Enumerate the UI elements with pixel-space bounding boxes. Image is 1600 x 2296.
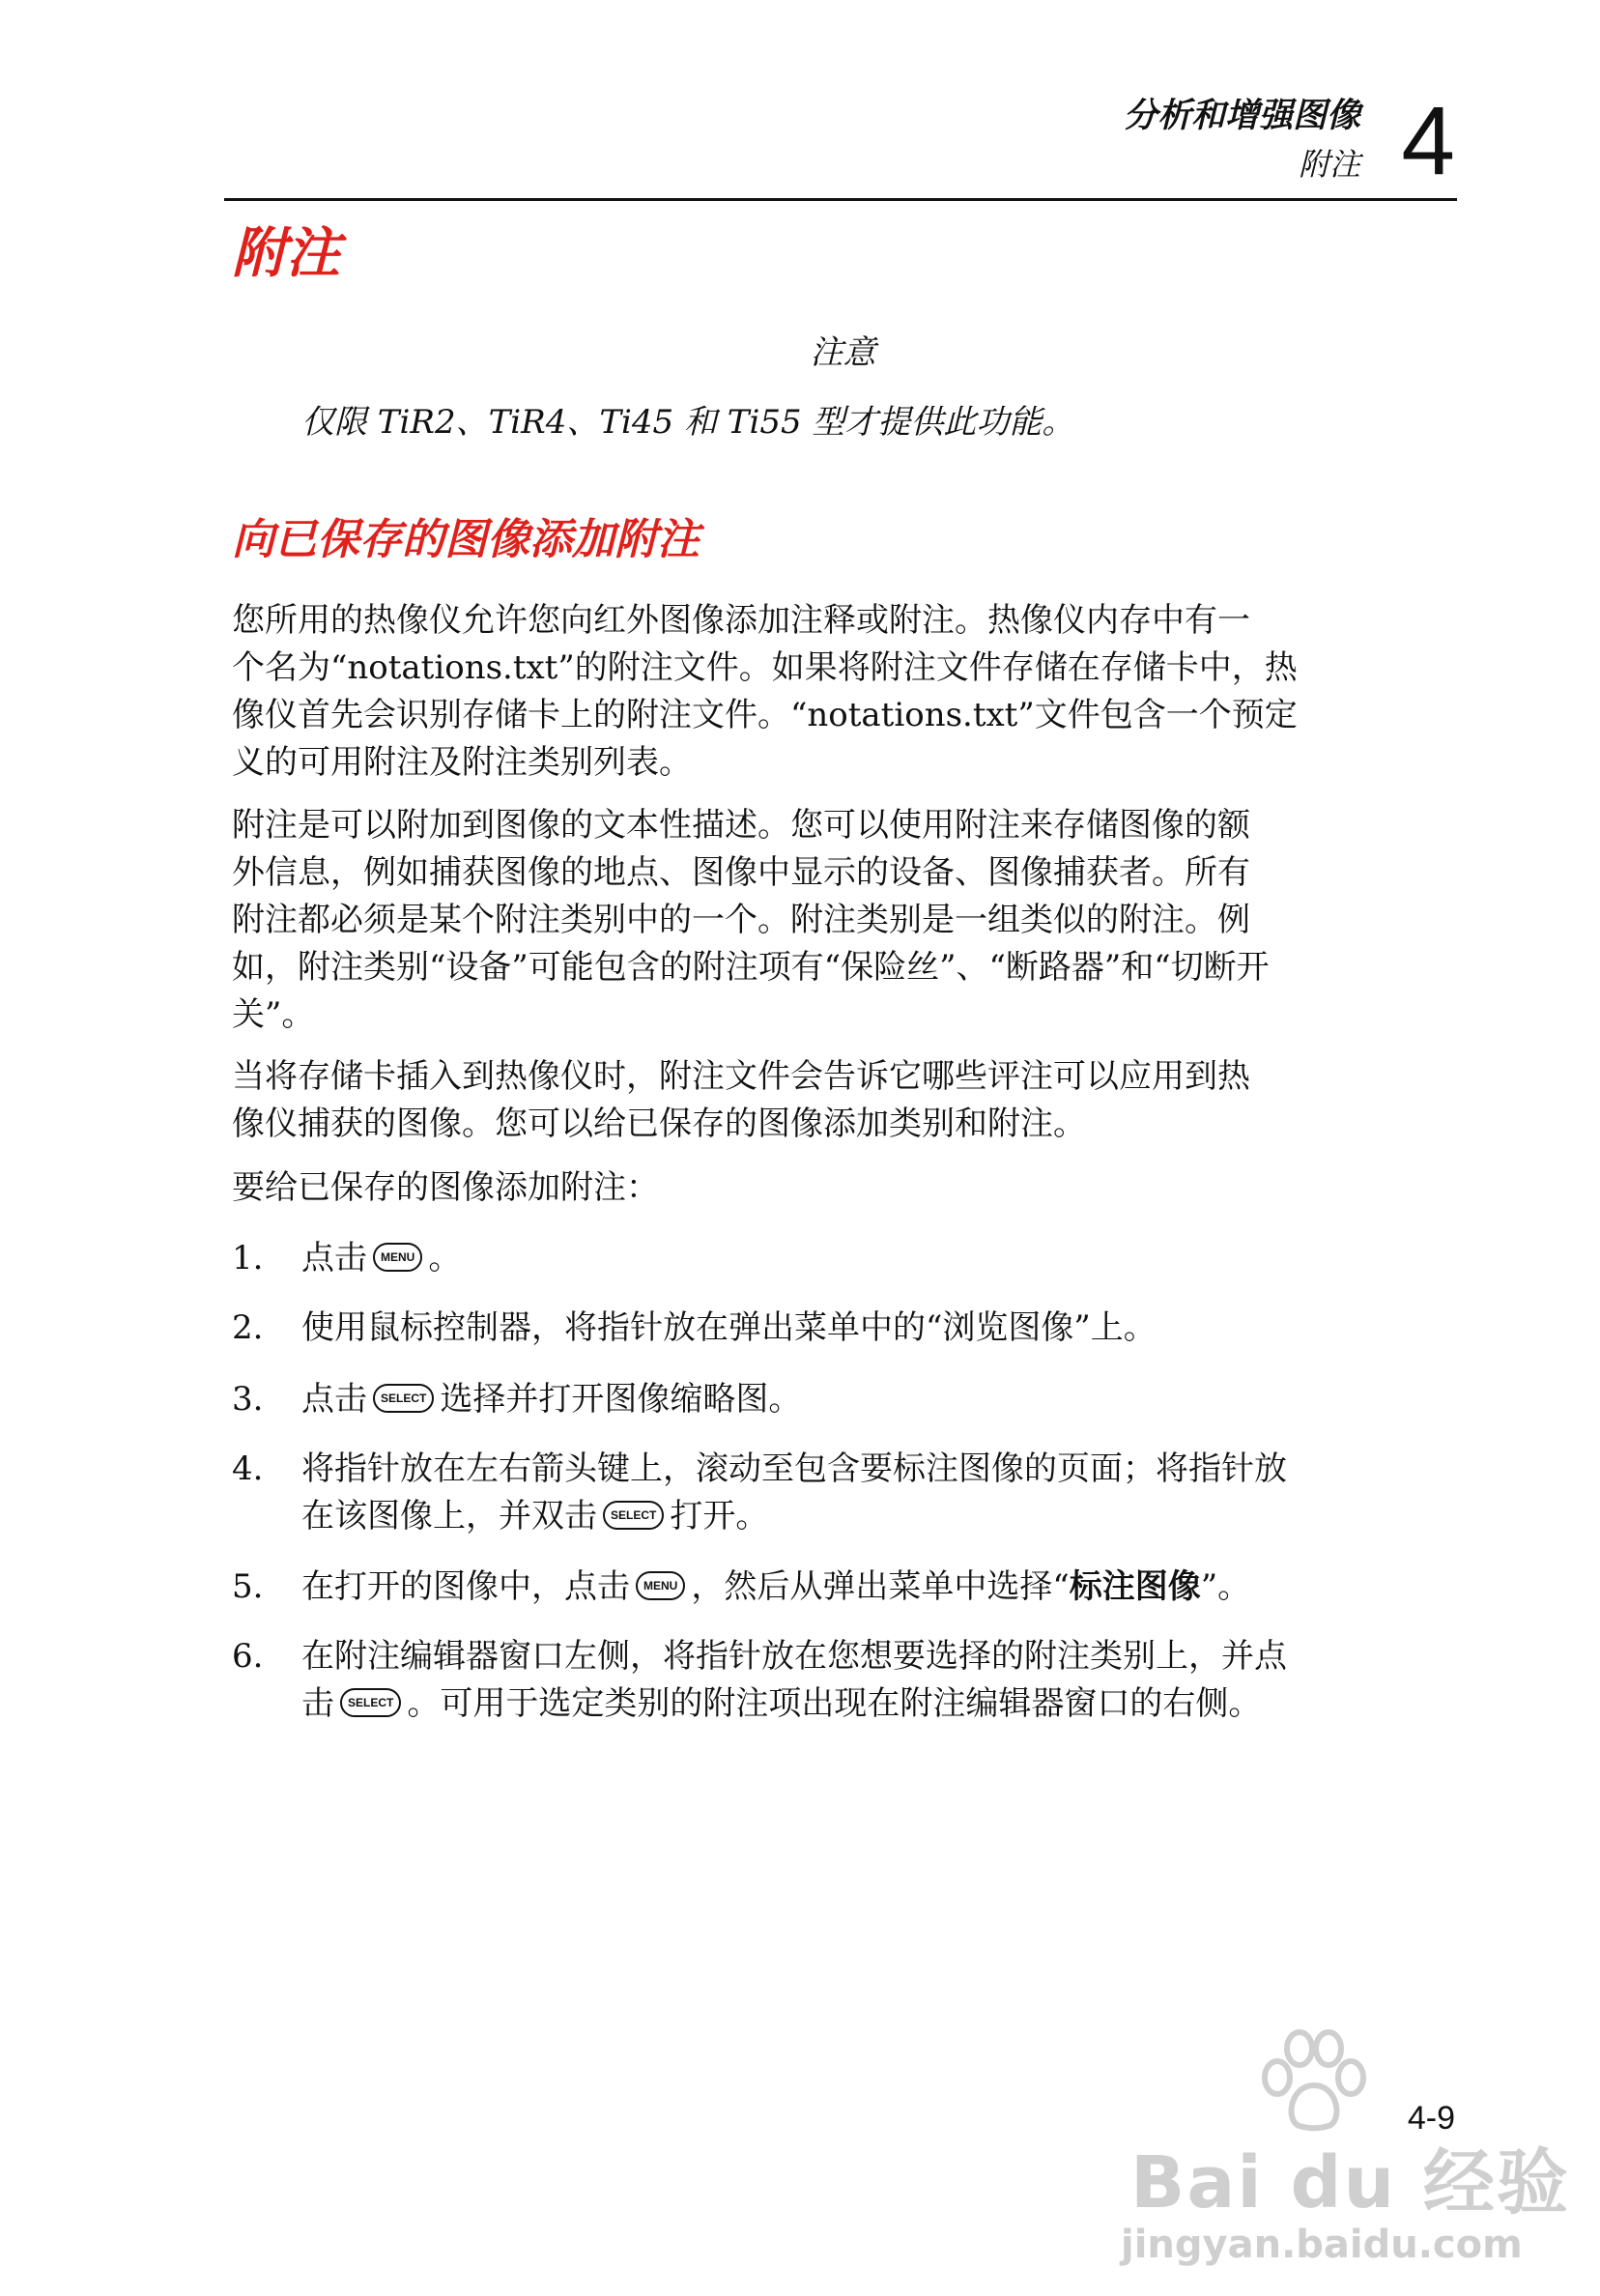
step-text bbox=[301, 1446, 1459, 1540]
paragraph-line: 外信息，例如捕获图像的地点、图像中显示的设备、图像捕获者。所有 bbox=[232, 853, 1250, 892]
watermark-logo-text: Bai du 经验 bbox=[1130, 2141, 1570, 2224]
menu-option-label: 标注图像 bbox=[1069, 1567, 1201, 1606]
menu-key-icon: MENU bbox=[373, 1243, 422, 1272]
step-text bbox=[301, 1235, 1459, 1282]
paragraph-line: 附注是可以附加到图像的文本性描述。您可以使用附注来存储图像的额 bbox=[232, 806, 1250, 845]
paw-icon bbox=[1256, 2029, 1372, 2136]
list-item bbox=[232, 1376, 1459, 1423]
note-heading: 注意 bbox=[810, 333, 876, 372]
paragraph-line: 像仪首先会识别存储卡上的附注文件。“notations.txt”文件包含一个预定 bbox=[232, 696, 1298, 734]
paragraph-line: 像仪捕获的图像。您可以给已保存的图像添加类别和附注。 bbox=[232, 1105, 1086, 1143]
paragraph-line: 当将存储卡插入到热像仪时，附注文件会告诉它哪些评注可以应用到热 bbox=[232, 1057, 1250, 1096]
step-fragment: 将指针放在左右箭头键上，滚动至包含要标注图像的页面；将指针放 bbox=[301, 1449, 1287, 1488]
step-fragment: 在打开的图像中，点击 bbox=[301, 1567, 630, 1606]
chapter-number: 4 bbox=[1401, 87, 1455, 195]
select-key-icon: SELECT bbox=[373, 1384, 434, 1413]
step-fragment: 点击 bbox=[301, 1239, 367, 1277]
note-text: 仅限 TiR2、TiR4、Ti45 和 Ti55 型才提供此功能。 bbox=[301, 403, 1075, 442]
step-fragment: 选择并打开图像缩略图。 bbox=[440, 1380, 802, 1419]
header-divider bbox=[224, 198, 1457, 201]
step-number: 1. bbox=[232, 1239, 264, 1277]
list-item bbox=[232, 1633, 1459, 1728]
list-item bbox=[232, 1446, 1459, 1540]
select-key-icon: SELECT bbox=[340, 1688, 401, 1717]
step-fragment: 击 bbox=[301, 1684, 334, 1723]
step-fragment: 。 bbox=[428, 1239, 462, 1277]
paragraph-line: 要给已保存的图像添加附注： bbox=[232, 1168, 659, 1207]
step-fragment: 打开。 bbox=[670, 1497, 769, 1535]
step-text bbox=[301, 1564, 1459, 1611]
step-fragment: ”。 bbox=[1200, 1567, 1251, 1606]
section-title: 附注 bbox=[232, 222, 340, 285]
paragraph-line: 关”。 bbox=[232, 995, 315, 1034]
subsection-title: 向已保存的图像添加附注 bbox=[232, 515, 700, 564]
step-number: 2. bbox=[232, 1308, 264, 1347]
paragraph bbox=[232, 597, 1459, 787]
step-fragment: 点击 bbox=[301, 1380, 367, 1419]
step-number: 4. bbox=[232, 1449, 264, 1488]
list-item bbox=[232, 1564, 1459, 1611]
watermark-url: jingyan.baidu.com bbox=[1121, 2223, 1523, 2267]
step-text bbox=[301, 1376, 1459, 1423]
select-key-icon: SELECT bbox=[603, 1501, 664, 1530]
step-fragment: 在该图像上，并双击 bbox=[301, 1497, 597, 1535]
menu-key-icon: MENU bbox=[636, 1571, 685, 1600]
paragraph bbox=[232, 802, 1459, 1039]
header-section: 附注 bbox=[1298, 146, 1360, 183]
baidu-watermark bbox=[1121, 2029, 1570, 2281]
list-item bbox=[232, 1235, 1459, 1282]
paragraph-line: 您所用的热像仪允许您向红外图像添加注释或附注。热像仪内存中有一 bbox=[232, 601, 1250, 640]
list-item bbox=[232, 1305, 1459, 1352]
paragraph-line: 附注都必须是某个附注类别中的一个。附注类别是一组类似的附注。例 bbox=[232, 901, 1250, 939]
paragraph bbox=[232, 1164, 1459, 1212]
paragraph-line: 义的可用附注及附注类别列表。 bbox=[232, 743, 692, 782]
page-number: 4-9 bbox=[1407, 2100, 1455, 2137]
paragraph-line: 如，附注类别“设备”可能包含的附注项有“保险丝”、“断路器”和“切断开 bbox=[232, 948, 1270, 987]
step-text bbox=[301, 1633, 1459, 1728]
step-fragment: 在附注编辑器窗口左侧，将指针放在您想要选择的附注类别上，并点 bbox=[301, 1637, 1287, 1676]
step-number: 3. bbox=[232, 1380, 264, 1419]
step-text: 使用鼠标控制器，将指针放在弹出菜单中的“浏览图像”上。 bbox=[301, 1308, 1157, 1347]
step-fragment: 。可用于选定类别的附注项出现在附注编辑器窗口的右侧。 bbox=[407, 1684, 1262, 1723]
chapter-title: 分析和增强图像 bbox=[1123, 97, 1360, 135]
paragraph-line: 个名为“notations.txt”的附注文件。如果将附注文件存储在存储卡中，热 bbox=[232, 648, 1298, 687]
step-fragment: ，然后从弹出菜单中选择“ bbox=[691, 1567, 1070, 1606]
step-number: 5. bbox=[232, 1567, 264, 1606]
step-number: 6. bbox=[232, 1637, 264, 1676]
paragraph bbox=[232, 1053, 1459, 1148]
